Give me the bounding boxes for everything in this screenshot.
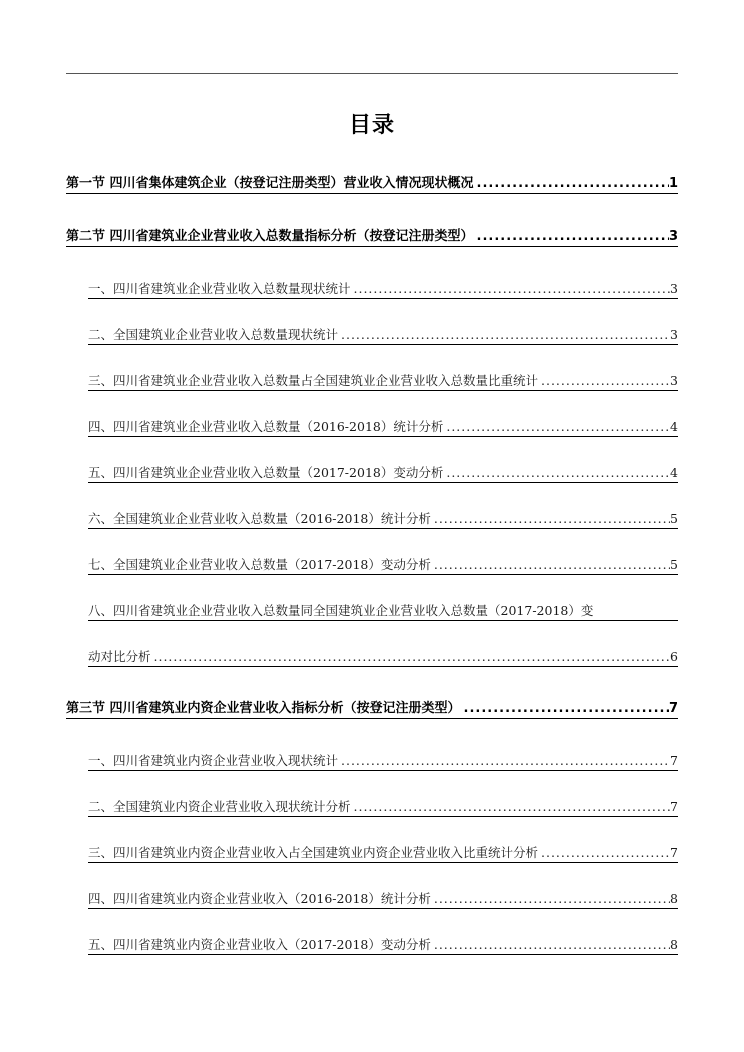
- toc-entry-3-1[interactable]: [88, 752, 678, 771]
- toc-entry-section-3[interactable]: [66, 700, 678, 719]
- toc-entry-2-7[interactable]: [88, 556, 678, 575]
- toc-entry-text: 三、四川省建筑业企业营业收入总数量占全国建筑业企业营业收入总数量比重统计: [88, 373, 539, 388]
- toc-leader: [338, 752, 670, 770]
- toc-title: 目录: [348, 113, 395, 138]
- toc-leader: [351, 280, 671, 298]
- toc-entry-section-2[interactable]: [66, 228, 678, 247]
- toc-leader: [351, 798, 671, 816]
- toc-leader: [443, 418, 670, 436]
- toc-page-number: 8: [670, 891, 678, 906]
- toc-entry-text: 五、四川省建筑业内资企业营业收入（2017-2018）变动分析: [88, 937, 431, 952]
- toc-page-number: 5: [670, 511, 678, 526]
- toc-leader: [431, 936, 670, 954]
- toc-entry-text: 五、四川省建筑业企业营业收入总数量（2017-2018）变动分析: [88, 465, 444, 480]
- toc-entry-3-3[interactable]: [88, 844, 678, 863]
- toc-leader: [431, 556, 670, 574]
- toc-entry-text: 四、四川省建筑业内资企业营业收入（2016-2018）统计分析: [88, 891, 431, 906]
- toc-entry-text: 第二节 四川省建筑业企业营业收入总数量指标分析（按登记注册类型）: [66, 229, 474, 244]
- toc-leader: [474, 228, 669, 246]
- toc-page-number: 3: [670, 281, 678, 296]
- toc-entry-2-1[interactable]: [88, 280, 678, 299]
- toc-entry-text: 动对比分析: [88, 649, 151, 664]
- toc-page-number: 4: [670, 419, 678, 434]
- toc-leader: [538, 372, 670, 390]
- header-rule: [66, 73, 678, 74]
- toc-entry-text: 八、四川省建筑业企业营业收入总数量同全国建筑业企业营业收入总数量（2017-2018）变: [88, 603, 594, 618]
- toc-page-number: 1: [668, 176, 678, 191]
- toc-entry-text: 六、全国建筑业企业营业收入总数量（2016-2018）统计分析: [88, 511, 431, 526]
- toc-entry-2-6[interactable]: [88, 510, 678, 529]
- toc-entry-2-2[interactable]: [88, 326, 678, 345]
- toc-page-number: 3: [668, 229, 678, 244]
- toc-entry-3-5[interactable]: [88, 936, 678, 955]
- toc-entry-text: 三、四川省建筑业内资企业营业收入占全国建筑业内资企业营业收入比重统计分析: [88, 845, 539, 860]
- toc-leader: [474, 175, 669, 193]
- toc-leader: [443, 464, 670, 482]
- toc-entry-section-1[interactable]: [66, 175, 678, 194]
- toc-entry-2-8-line1[interactable]: [88, 602, 678, 621]
- toc-page-number: 7: [668, 701, 678, 716]
- toc-leader: [431, 510, 670, 528]
- toc-entry-text: 一、四川省建筑业企业营业收入总数量现状统计: [88, 281, 351, 296]
- toc-entry-2-8-line2[interactable]: [88, 648, 678, 667]
- toc-page-number: 3: [670, 373, 678, 388]
- toc-leader: [431, 890, 670, 908]
- toc-leader: [338, 326, 670, 344]
- toc-page-number: 7: [670, 753, 678, 768]
- toc-page-number: 3: [670, 327, 678, 342]
- toc-entry-2-5[interactable]: [88, 464, 678, 483]
- toc-page-number: 8: [670, 937, 678, 952]
- toc-entry-text: 二、全国建筑业内资企业营业收入现状统计分析: [88, 799, 351, 814]
- toc-entry-3-4[interactable]: [88, 890, 678, 909]
- toc-page-number: 5: [670, 557, 678, 572]
- toc-leader: [151, 648, 671, 666]
- toc-entry-3-2[interactable]: [88, 798, 678, 817]
- toc-leader: [538, 844, 670, 862]
- toc-page-number: 6: [670, 649, 678, 664]
- toc-page-number: 7: [670, 799, 678, 814]
- toc-entry-text: 第一节 四川省集体建筑企业（按登记注册类型）营业收入情况现状概况: [66, 176, 474, 191]
- toc-page-number: 4: [670, 465, 678, 480]
- toc-page-number: 7: [670, 845, 678, 860]
- toc-entry-text: 四、四川省建筑业企业营业收入总数量（2016-2018）统计分析: [88, 419, 444, 434]
- toc-leader: [461, 700, 669, 718]
- toc-entry-text: 一、四川省建筑业内资企业营业收入现状统计: [88, 753, 339, 768]
- toc-entry-text: 第三节 四川省建筑业内资企业营业收入指标分析（按登记注册类型）: [66, 701, 461, 716]
- toc-entry-2-3[interactable]: [88, 372, 678, 391]
- toc-entry-text: 七、全国建筑业企业营业收入总数量（2017-2018）变动分析: [88, 557, 431, 572]
- toc-entry-text: 二、全国建筑业企业营业收入总数量现状统计: [88, 327, 339, 342]
- toc-entry-2-4[interactable]: [88, 418, 678, 437]
